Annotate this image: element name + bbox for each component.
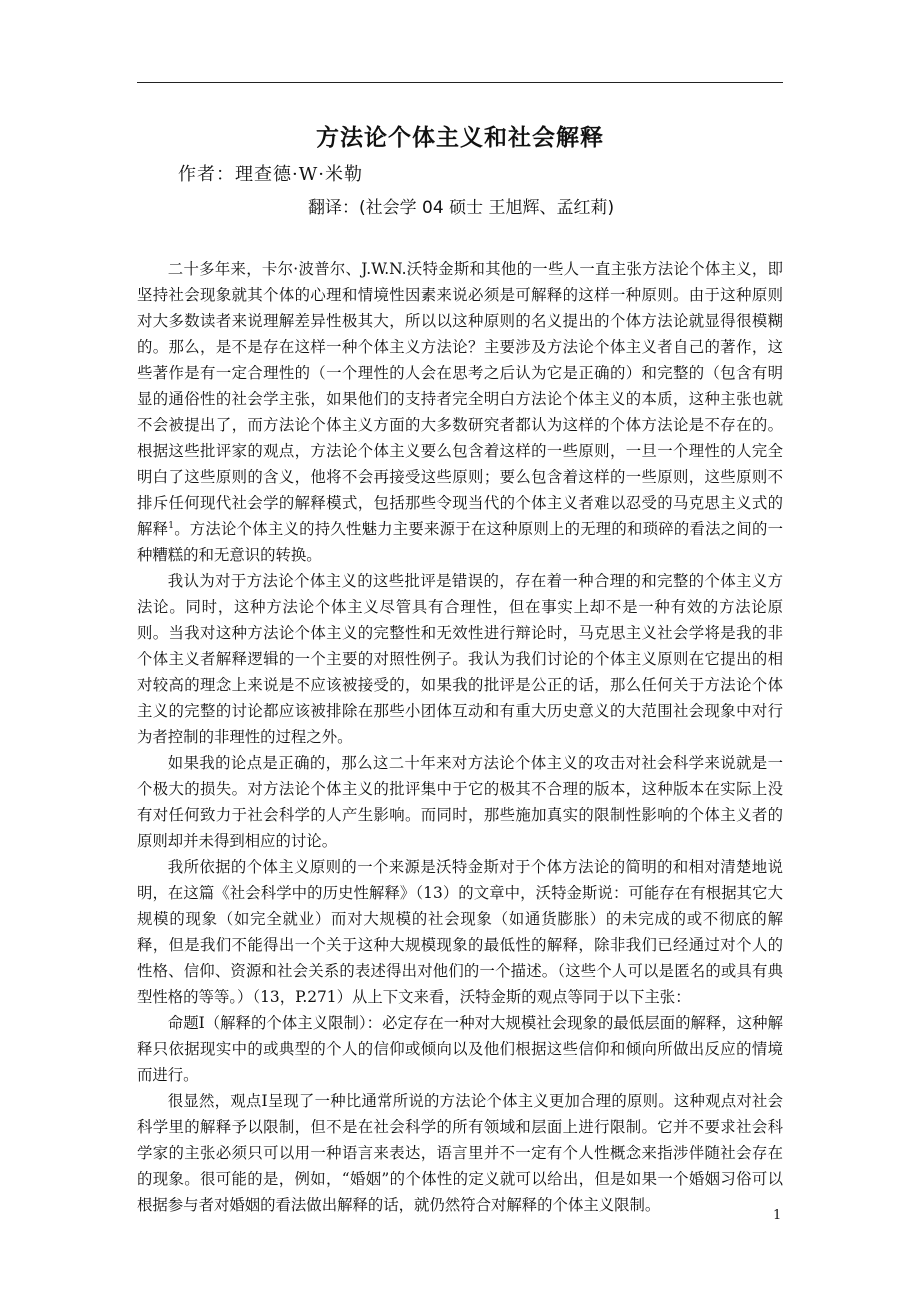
paragraph-5: 命题Ⅰ（解释的个体主义限制）：必定存在一种对大规模社会现象的最低层面的解释，这种解释只依据现实中的或典型的个人的信仰或倾向以及他们根据这些信仰和倾向所做出反应的情境而进行。	[137, 1014, 783, 1084]
header-rule	[137, 82, 783, 83]
author-line: 作者：理查德·W·米勒	[178, 164, 363, 185]
paragraph-1	[137, 256, 783, 568]
paragraph-4: 我所依据的个体主义原则的一个来源是沃特金斯对于个体方法论的简明的和相对清楚地说明，在这篇《社会科学中的历史性解释》（13）的文章中，沃特金斯说：可能存在有根据其它大规模的现象（如完全就业）而对大规模的社会现象（如通货膨胀）的未完成的或不彻底的解释，但是我们不能得出一个关于这种大规模现象的最低性的解释，除非我们已经通过对个人的性格、信仰、资源和社会关系的表述得出对他们的一个描述。（这些个人可以是匿名的或具有典型性格的等等。）（13，P.271）从上下文来看，沃特金斯的观点等同于以下主张：	[137, 858, 783, 1006]
page-number: 1	[773, 1208, 782, 1223]
paragraph-3: 如果我的论点是正确的，那么这二十年来对方法论个体主义的攻击对社会科学来说就是一个极大的损失。对方法论个体主义的批评集中于它的极其不合理的版本，这种版本在实际上没有对任何致力于社会科学的人产生影响。而同时，那些施加真实的限制性影响的个体主义者的原则却并未得到相应的讨论。	[137, 754, 783, 850]
translator-line: 翻译：(社会学 04 硕士 王旭辉、孟红莉)	[308, 198, 615, 218]
paragraph-1-text: 二十多年来，卡尔·波普尔、J.W.N.沃特金斯和其他的一些人一直主张方法论个体主义，即坚持社会现象就其个体的心理和情境性因素来说必须是可解释的这样一种原则。由于这种原则对大多数读者来说理解差异性极其大，所以以这种原则的名义提出的个体方法论就显得很模糊的。那么，是不是存在这样一种个体主义方法论？主要涉及方法论个体主义者自己的著作，这些著作是有一定合理性的（一个理性的人会在思考之后认为它是正确的）和完整的（包含有明显的通俗性的社会学主张，如果他们的支持者完全明白方法论个体主义的本质，这种主张也就不会被提出了，而方法论个体主义方面的大多数研究者都认为这样的个体方法论是不存在的。根据这些批评家的观点，方法论个体主义要么包含着这样的一些原则，一旦一个理性的人完全明白了这些原则的含义，他将不会再接受这些原则；要么包含着这样的一些原则，这些原则不排斥任何现代社会学的解释模式，包括那些令现当代的个体主义者难以忍受的马克思主义式的解释	[137, 260, 783, 538]
footnote-marker[interactable]: 1	[168, 520, 174, 531]
body-text	[137, 256, 783, 1218]
paragraph-1-text-cont: 。方法论个体主义的持久性魅力主要来源于在这种原则上的无理的和琐碎的看法之间的一种糟糕的和无意识的转换。	[137, 520, 783, 564]
paragraph-6: 很显然，观点Ⅰ呈现了一种比通常所说的方法论个体主义更加合理的原则。这种观点对社会科学里的解释予以限制，但不是在社会科学的所有领域和层面上进行限制。它并不要求社会科学家的主张必须只可以用一种语言来表达，语言里并不一定有个人性概念来指涉伴随社会存在的现象。很可能的是，例如，“婚姻”的个体性的定义就可以给出，但是如果一个婚姻习俗可以根据参与者对婚姻的看法做出解释的话，就仍然符合对解释的个体主义限制。	[137, 1092, 783, 1214]
paragraph-2: 我认为对于方法论个体主义的这些批评是错误的，存在着一种合理的和完整的个体主义方法论。同时，这种方法论个体主义尽管具有合理性，但在事实上却不是一种有效的方法论原则。当我对这种方法论个体主义的完整性和无效性进行辩论时，马克思主义社会学将是我的非个体主义者解释逻辑的一个主要的对照性例子。我认为我们讨论的个体主义原则在它提出的相对较高的理念上来说是不应该被接受的，如果我的批评是公正的话，那么任何关于方法论个体主义的完整的讨论都应该被排除在那些小团体互动和有重大历史意义的大范围社会现象中对行为者控制的非理性的过程之外。	[137, 572, 783, 746]
document-title: 方法论个体主义和社会解释	[316, 124, 604, 151]
